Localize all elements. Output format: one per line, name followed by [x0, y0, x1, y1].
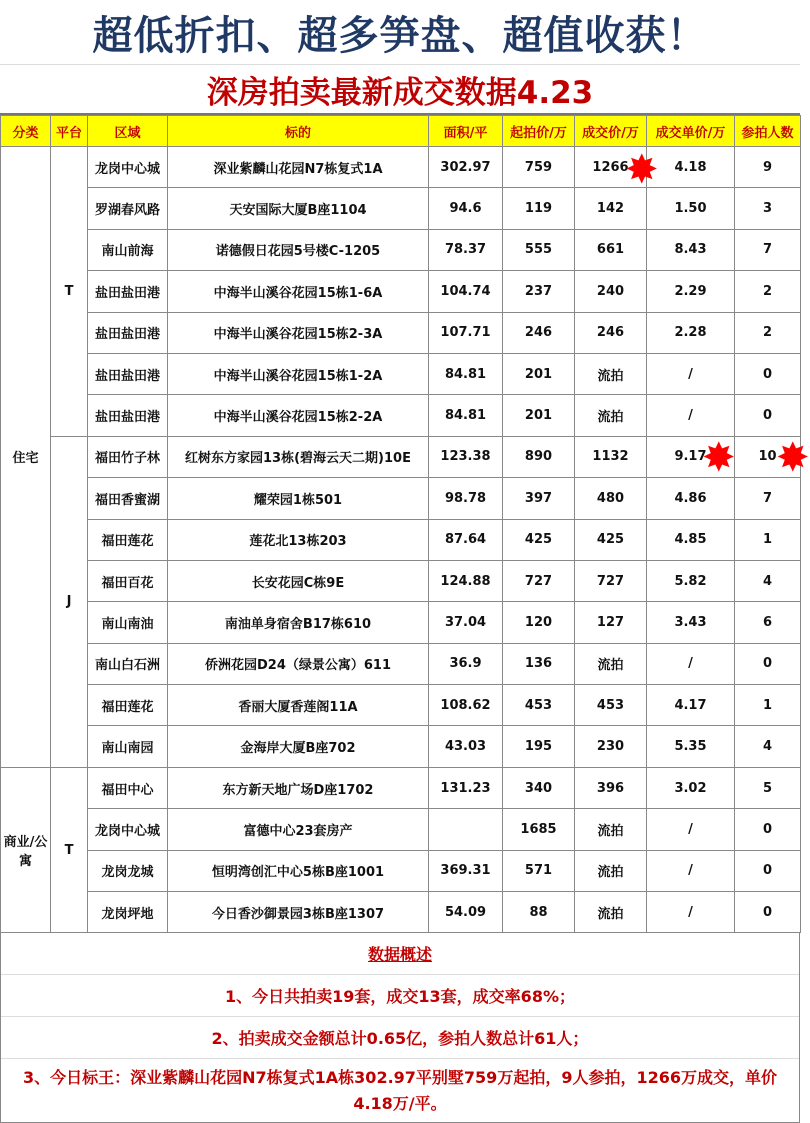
area-cell: 98.78: [429, 478, 503, 519]
bidders-cell: 10: [735, 436, 801, 477]
start-price-cell: 340: [503, 767, 575, 808]
area-cell: 37.04: [429, 602, 503, 643]
unit-price-cell: 4.85: [647, 519, 735, 560]
area-cell: 36.9: [429, 643, 503, 684]
table-row: [1, 478, 801, 519]
star-icon: ✸: [776, 435, 810, 481]
area-cell: 43.03: [429, 726, 503, 767]
bidders-cell: 3: [735, 188, 801, 229]
bidders-cell: 0: [735, 850, 801, 891]
column-header: 成交单价/万: [647, 116, 735, 147]
unit-price-cell: /: [647, 353, 735, 394]
star-icon: ✸: [702, 435, 736, 481]
bidders-cell: 2: [735, 271, 801, 312]
region-cell: 盐田盐田港: [88, 353, 168, 394]
region-cell: 盐田盐田港: [88, 395, 168, 436]
bidders-cell: 0: [735, 395, 801, 436]
property-cell: 金海岸大厦B座702: [168, 726, 429, 767]
property-cell: 今日香沙御景园3栋B座1307: [168, 892, 429, 933]
deal-price-cell: 流拍: [575, 809, 647, 850]
region-cell: 罗湖春风路: [88, 188, 168, 229]
bidders-cell: 6: [735, 602, 801, 643]
start-price-cell: 201: [503, 395, 575, 436]
start-price-cell: 120: [503, 602, 575, 643]
bidders-cell: 4: [735, 560, 801, 601]
table-row: [1, 602, 801, 643]
deal-price-cell: 流拍: [575, 643, 647, 684]
deal-price-cell: 240: [575, 271, 647, 312]
area-cell: 302.97: [429, 147, 503, 188]
table-row: [1, 643, 801, 684]
start-price-cell: 237: [503, 271, 575, 312]
deal-price-cell: 727: [575, 560, 647, 601]
column-header: 起拍价/万: [503, 116, 575, 147]
summary-line-1: 1、今日共拍卖19套，成交13套，成交率68%；: [1, 975, 799, 1017]
start-price-cell: 119: [503, 188, 575, 229]
property-cell: 中海半山溪谷花园15栋1-6A: [168, 271, 429, 312]
bidders-cell: 5: [735, 767, 801, 808]
region-cell: 盐田盐田港: [88, 271, 168, 312]
unit-price-cell: 3.43: [647, 602, 735, 643]
property-cell: 中海半山溪谷花园15栋2-2A: [168, 395, 429, 436]
property-cell: 莲花北13栋203: [168, 519, 429, 560]
unit-price-cell: 4.17: [647, 685, 735, 726]
table-row: [1, 892, 801, 933]
property-cell: 恒明湾创汇中心5栋B座1001: [168, 850, 429, 891]
start-price-cell: 890: [503, 436, 575, 477]
area-cell: 124.88: [429, 560, 503, 601]
platform-cell: J: [51, 436, 88, 767]
region-cell: 福田竹子林: [88, 436, 168, 477]
bidders-cell: 0: [735, 809, 801, 850]
column-header: 面积/平: [429, 116, 503, 147]
table-row: [1, 229, 801, 270]
column-header: 标的: [168, 116, 429, 147]
deal-price-cell: 425: [575, 519, 647, 560]
bidders-cell: 9: [735, 147, 801, 188]
start-price-cell: 727: [503, 560, 575, 601]
start-price-cell: 571: [503, 850, 575, 891]
unit-price-cell: 9.17: [647, 436, 735, 477]
bidders-cell: 0: [735, 353, 801, 394]
start-price-cell: 425: [503, 519, 575, 560]
property-cell: 香丽大厦香莲阁11A: [168, 685, 429, 726]
star-icon: ✸: [625, 147, 659, 193]
region-cell: 南山南园: [88, 726, 168, 767]
unit-price-cell: /: [647, 850, 735, 891]
unit-price-cell: 4.86: [647, 478, 735, 519]
property-cell: 耀荣园1栋501: [168, 478, 429, 519]
start-price-cell: 397: [503, 478, 575, 519]
deal-price-cell: 1266: [575, 147, 647, 188]
area-cell: 123.38: [429, 436, 503, 477]
auction-table: [0, 115, 801, 933]
area-cell: 107.71: [429, 312, 503, 353]
table-row: [1, 312, 801, 353]
bidders-cell: 2: [735, 312, 801, 353]
region-cell: 福田香蜜湖: [88, 478, 168, 519]
table-row: [1, 767, 801, 808]
property-cell: 中海半山溪谷花园15栋1-2A: [168, 353, 429, 394]
table-row: [1, 809, 801, 850]
region-cell: 南山前海: [88, 229, 168, 270]
bidders-cell: 4: [735, 726, 801, 767]
area-cell: 94.6: [429, 188, 503, 229]
summary: [0, 933, 800, 1123]
property-cell: 南油单身宿舍B17栋610: [168, 602, 429, 643]
deal-price-cell: 480: [575, 478, 647, 519]
platform-cell: T: [51, 767, 88, 933]
property-cell: 红树东方家园13栋(碧海云天二期)10E: [168, 436, 429, 477]
start-price-cell: 246: [503, 312, 575, 353]
category-cell: 商业/公寓: [1, 767, 51, 933]
region-cell: 龙岗坪地: [88, 892, 168, 933]
unit-price-cell: 5.35: [647, 726, 735, 767]
start-price-cell: 453: [503, 685, 575, 726]
banner-title: 超低折扣、超多笋盘、超值收获！: [0, 0, 800, 65]
start-price-cell: 88: [503, 892, 575, 933]
region-cell: 南山南油: [88, 602, 168, 643]
deal-price-cell: 142: [575, 188, 647, 229]
deal-price-cell: 127: [575, 602, 647, 643]
region-cell: 龙岗龙城: [88, 850, 168, 891]
unit-price-cell: 1.50: [647, 188, 735, 229]
table-row: [1, 850, 801, 891]
property-cell: 侨洲花园D24（绿景公寓）611: [168, 643, 429, 684]
deal-price-cell: 246: [575, 312, 647, 353]
report-title: 深房拍卖最新成交数据4.23: [0, 65, 800, 115]
area-cell: 87.64: [429, 519, 503, 560]
table-row: [1, 395, 801, 436]
area-cell: 369.31: [429, 850, 503, 891]
unit-price-cell: 8.43: [647, 229, 735, 270]
deal-price-cell: 1132: [575, 436, 647, 477]
area-cell: [429, 809, 503, 850]
summary-line-2: 2、拍卖成交金额总计0.65亿，参拍人数总计61人；: [1, 1017, 799, 1059]
column-header: 平台: [51, 116, 88, 147]
table-row: [1, 436, 801, 477]
unit-price-cell: /: [647, 643, 735, 684]
column-header: 成交价/万: [575, 116, 647, 147]
region-cell: 龙岗中心城: [88, 809, 168, 850]
summary-line-3: 3、今日标王：深业紫麟山花园N7栋复式1A栋302.97平别墅759万起拍，9人参拍，1266万成交，单价4.18万/平。: [23, 1067, 777, 1113]
deal-price-cell: 流拍: [575, 850, 647, 891]
unit-price-cell: 3.02: [647, 767, 735, 808]
property-cell: 中海半山溪谷花园15栋2-3A: [168, 312, 429, 353]
region-cell: 龙岗中心城: [88, 147, 168, 188]
region-cell: 福田百花: [88, 560, 168, 601]
property-cell: 深业紫麟山花园N7栋复式1A: [168, 147, 429, 188]
bidders-cell: 1: [735, 519, 801, 560]
start-price-cell: 195: [503, 726, 575, 767]
unit-price-cell: 5.82: [647, 560, 735, 601]
bidders-cell: 0: [735, 892, 801, 933]
area-cell: 78.37: [429, 229, 503, 270]
bidders-cell: 0: [735, 643, 801, 684]
table-row: [1, 353, 801, 394]
summary-heading: 数据概述: [1, 933, 799, 975]
region-cell: 盐田盐田港: [88, 312, 168, 353]
column-header: 区域: [88, 116, 168, 147]
start-price-cell: 759: [503, 147, 575, 188]
start-price-cell: 555: [503, 229, 575, 270]
region-cell: 福田中心: [88, 767, 168, 808]
table-row: [1, 147, 801, 188]
table-row: [1, 685, 801, 726]
property-cell: 长安花园C栋9E: [168, 560, 429, 601]
property-cell: 天安国际大厦B座1104: [168, 188, 429, 229]
area-cell: 131.23: [429, 767, 503, 808]
area-cell: 104.74: [429, 271, 503, 312]
bidders-cell: 1: [735, 685, 801, 726]
table-row: [1, 560, 801, 601]
unit-price-cell: 2.29: [647, 271, 735, 312]
start-price-cell: 201: [503, 353, 575, 394]
deal-price-cell: 流拍: [575, 892, 647, 933]
unit-price-cell: 2.28: [647, 312, 735, 353]
deal-price-cell: 453: [575, 685, 647, 726]
table-row: [1, 271, 801, 312]
column-header: 分类: [1, 116, 51, 147]
region-cell: 福田莲花: [88, 685, 168, 726]
unit-price-cell: /: [647, 892, 735, 933]
region-cell: 福田莲花: [88, 519, 168, 560]
deal-price-cell: 396: [575, 767, 647, 808]
property-cell: 诺德假日花园5号楼C-1205: [168, 229, 429, 270]
table-row: [1, 188, 801, 229]
unit-price-cell: /: [647, 395, 735, 436]
start-price-cell: 136: [503, 643, 575, 684]
deal-price-cell: 230: [575, 726, 647, 767]
platform-cell: T: [51, 147, 88, 437]
bidders-cell: 7: [735, 229, 801, 270]
area-cell: 84.81: [429, 353, 503, 394]
category-cell: 住宅: [1, 147, 51, 768]
deal-price-cell: 流拍: [575, 395, 647, 436]
region-cell: 南山白石洲: [88, 643, 168, 684]
unit-price-cell: /: [647, 809, 735, 850]
area-cell: 54.09: [429, 892, 503, 933]
column-header: 参拍人数: [735, 116, 801, 147]
start-price-cell: 1685: [503, 809, 575, 850]
area-cell: 84.81: [429, 395, 503, 436]
deal-price-cell: 661: [575, 229, 647, 270]
area-cell: 108.62: [429, 685, 503, 726]
bidders-cell: 7: [735, 478, 801, 519]
table-row: [1, 726, 801, 767]
unit-price-cell: 4.18: [647, 147, 735, 188]
deal-price-cell: 流拍: [575, 353, 647, 394]
table-row: [1, 519, 801, 560]
property-cell: 东方新天地广场D座1702: [168, 767, 429, 808]
property-cell: 富德中心23套房产: [168, 809, 429, 850]
